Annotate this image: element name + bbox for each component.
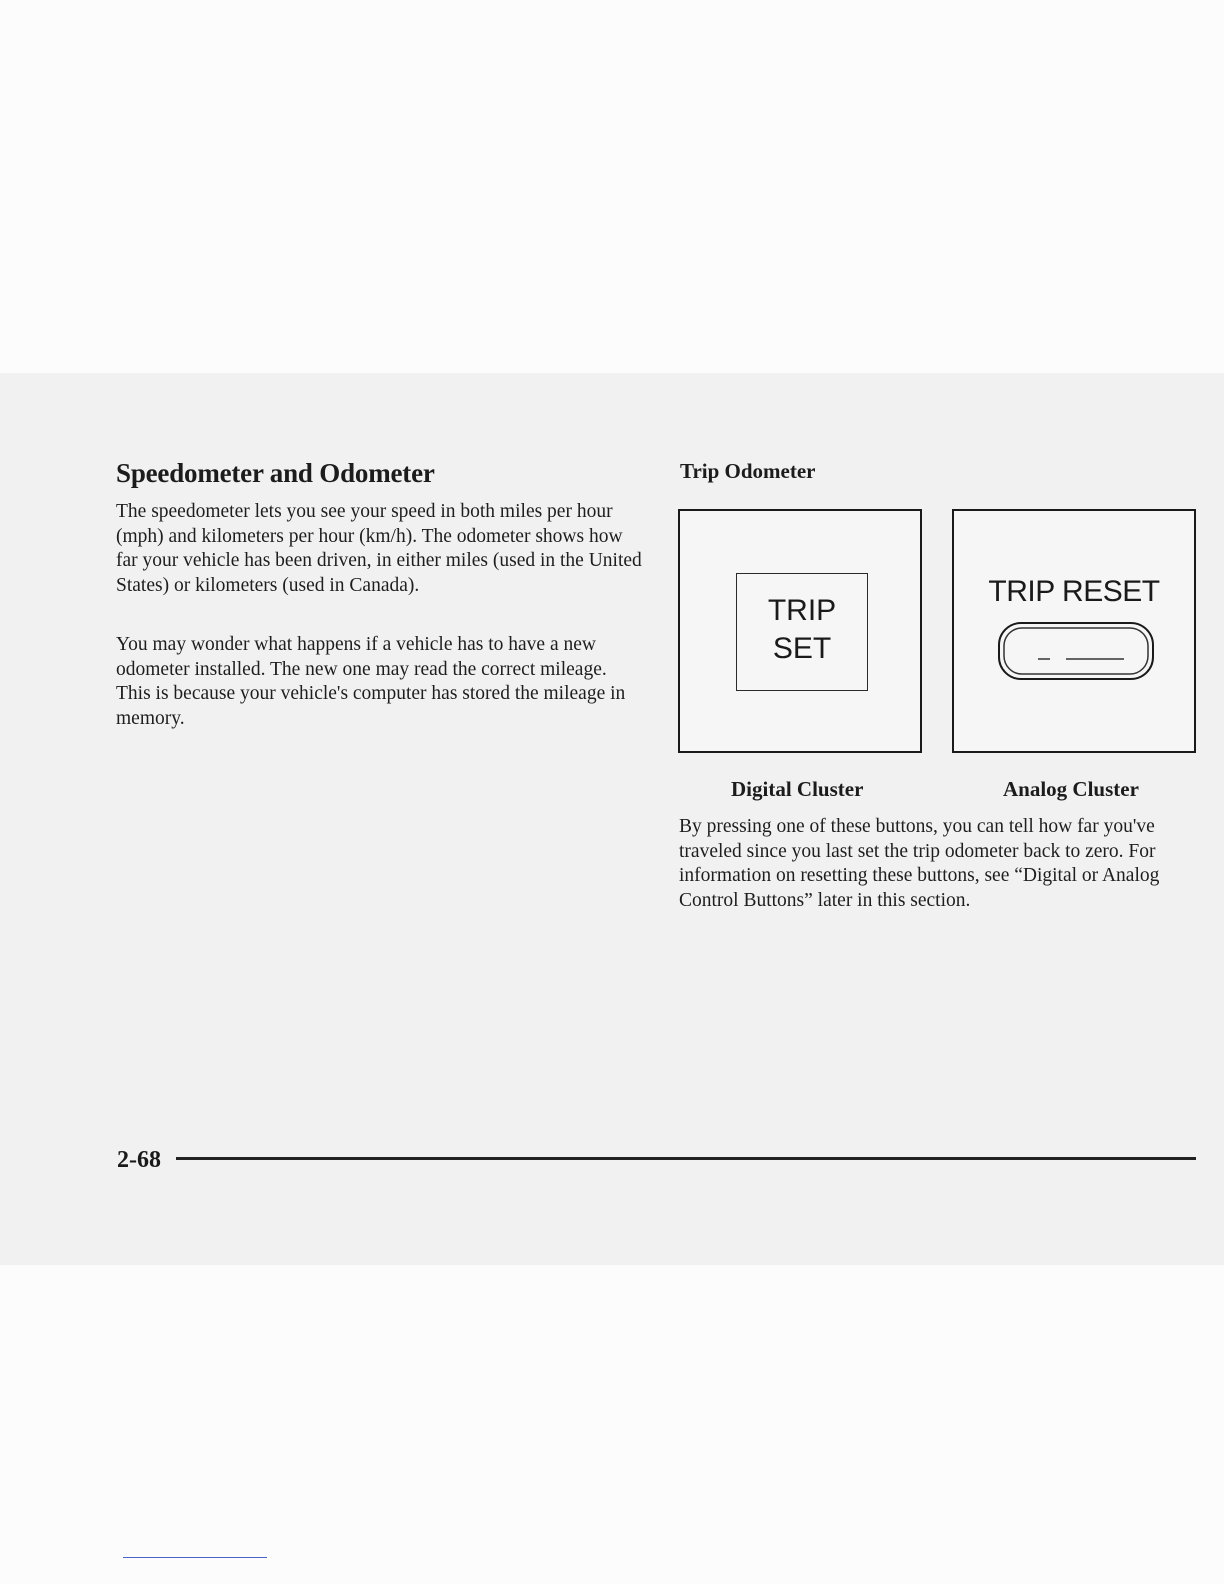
bottom-link-underline	[123, 1557, 267, 1558]
trip-reset-button-icon	[996, 619, 1156, 683]
page-number: 2-68	[117, 1147, 161, 1173]
analog-cluster-caption: Analog Cluster	[1003, 777, 1139, 801]
trip-odometer-paragraph: By pressing one of these buttons, you can tell how far you've traveled since you last set the trip odometer back to zero. For information on resetting these buttons, see “Digital or Analog Control Buttons” later in this section.	[679, 816, 1160, 911]
trip-set-line2: SET	[772, 632, 832, 665]
trip-set-line1: TRIP	[767, 594, 837, 627]
digital-cluster-illustration	[678, 509, 922, 753]
trip-set-button	[736, 573, 868, 691]
section-title: Speedometer and Odometer	[116, 458, 435, 488]
analog-cluster-illustration	[952, 509, 1196, 753]
digital-cluster-caption: Digital Cluster	[731, 777, 864, 801]
footer-divider	[176, 1157, 1196, 1160]
trip-odometer-title: Trip Odometer	[680, 459, 816, 483]
odometer-paragraph: You may wonder what happens if a vehicle has to have a new odometer installed. The new one may read the correct mileage. This is because your vehicle's computer has stored the mileage in memory.	[116, 634, 626, 729]
speedometer-paragraph: The speedometer lets you see your speed in both miles per hour (mph) and kilometers per hour (km/h). The odometer shows how far your vehicle has been driven, in either miles (used in the United States) or kilometers (used in Canada).	[116, 501, 642, 596]
trip-reset-label: TRIP RESET	[988, 575, 1160, 608]
